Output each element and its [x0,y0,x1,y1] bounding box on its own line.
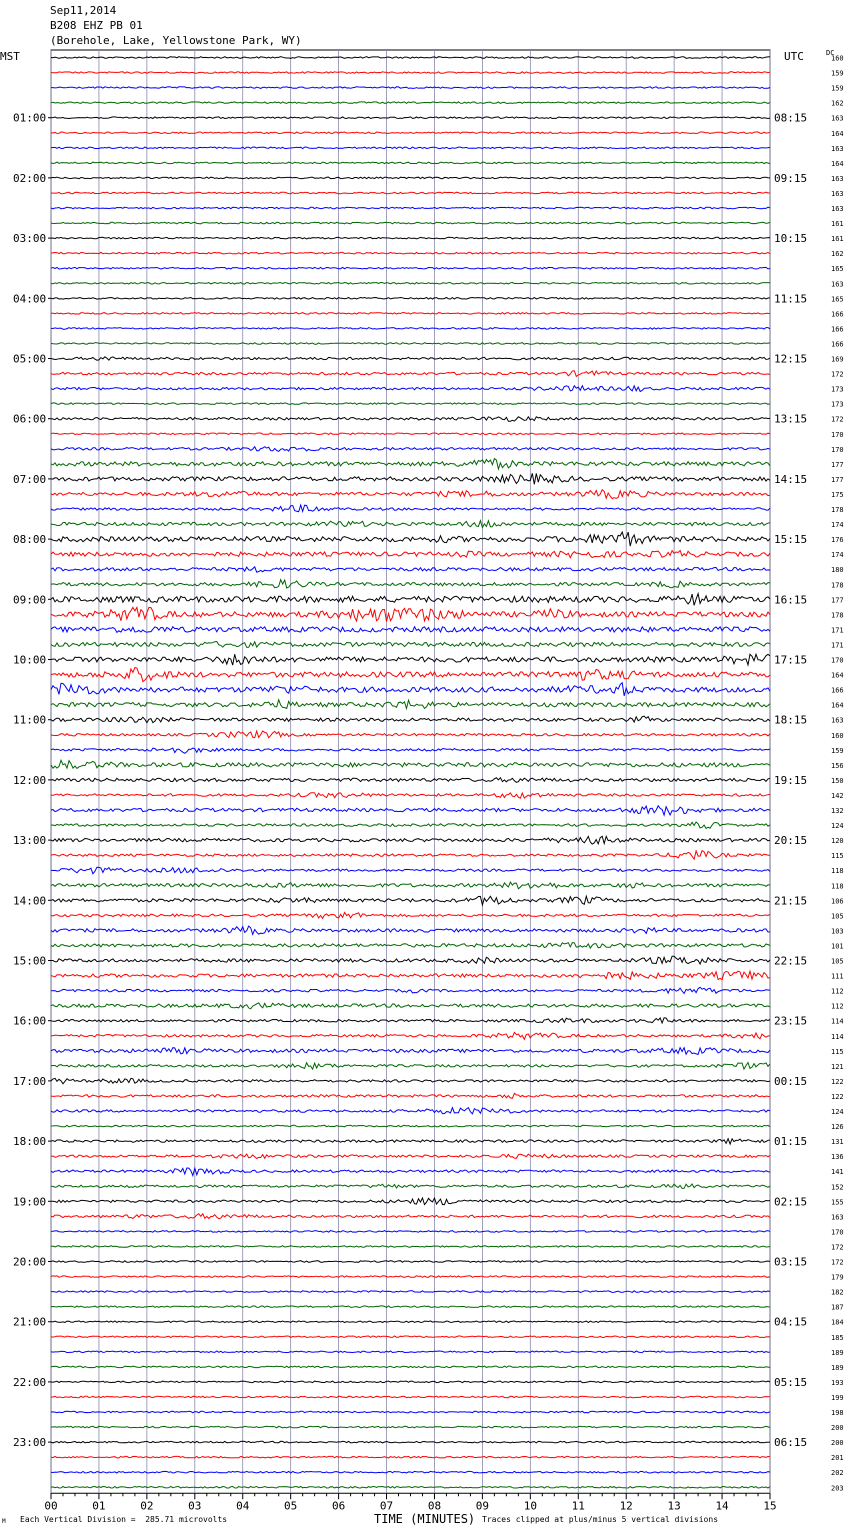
x-tick-label: 11 [571,1499,585,1513]
dc-offset-label: 180 [831,566,844,575]
scale-note: Each Vertical Division = 285.71 microvolts [20,1515,228,1524]
dc-offset-label: 162 [831,250,844,259]
seismic-trace [51,117,770,119]
seismic-trace [51,57,770,59]
mst-hour-label: 19:00 [13,1195,47,1209]
dc-offset-label: 164 [831,671,844,680]
utc-hour-label: 16:15 [774,593,808,607]
dc-offset-label: 171 [831,641,844,650]
dc-offset-label: 114 [831,1032,844,1041]
utc-hour-label: 05:15 [774,1375,808,1389]
seismic-trace [51,1291,770,1293]
seismic-trace [51,1048,770,1055]
seismic-trace [51,822,770,828]
dc-offset-label: 156 [831,761,844,770]
trace-group [51,57,770,1488]
seismic-trace [51,1231,770,1233]
dc-offset-label: 136 [831,1153,844,1162]
seismic-trace [51,1125,770,1127]
seismic-trace [51,283,770,285]
dc-offset-label: 152 [831,1183,844,1192]
seismic-trace [51,192,770,194]
x-tick-label: 13 [667,1499,681,1513]
seismic-trace [51,1471,770,1473]
dc-offset-label: 176 [831,536,844,545]
dc-offset-label: 160 [831,54,844,63]
dc-offset-label: 166 [831,686,844,695]
dc-offset-label: 163 [831,114,844,123]
dc-offset-label: 141 [831,1168,844,1177]
dc-offset-label: 172 [831,1243,844,1252]
dc-offset-label: 173 [831,400,844,409]
dc-offset-label: 187 [831,1303,844,1312]
seismic-trace [51,971,770,980]
dc-offset-label: 178 [831,506,844,514]
dc-offset-label: 200 [831,1439,844,1448]
dc-offset-label: 105 [831,957,844,966]
mst-hour-label: 16:00 [13,1014,47,1028]
mst-hour-label: 21:00 [13,1315,47,1329]
seismic-trace [51,987,770,993]
seismic-trace [51,521,770,528]
seismic-trace [51,72,770,74]
dc-offset-label: 163 [831,189,844,198]
mst-hour-label: 03:00 [13,232,47,246]
seismic-trace [51,313,770,315]
mst-hour-label: 13:00 [13,834,47,848]
dc-offset-label: 202 [831,1469,844,1478]
seismic-trace [51,716,770,723]
seismic-trace [51,567,770,572]
seismic-trace [51,836,770,844]
dc-label: DC [826,49,835,57]
dc-offset-label: 170 [831,656,844,665]
seismic-trace [51,748,770,753]
dc-offset-label: 120 [831,837,844,846]
x-tick-label: 02 [140,1499,154,1513]
dc-offset-label: 175 [831,490,844,499]
dc-offset-label: 111 [831,972,844,981]
dc-offset-label: 184 [831,1318,844,1327]
dc-offset-label: 201 [831,1454,844,1463]
mst-hour-label: 23:00 [13,1436,47,1450]
utc-hour-label: 14:15 [774,472,808,486]
utc-hour-label: 20:15 [774,834,808,848]
seismic-trace [51,386,770,392]
dc-offset-label: 115 [831,1047,844,1056]
seismic-trace [51,447,770,452]
seismic-trace [51,867,770,873]
dc-offset-label: 132 [831,807,844,815]
seismic-trace [51,1487,770,1489]
seismic-trace [51,1396,770,1398]
utc-hour-label: 09:15 [774,171,808,185]
dc-offset-label: 101 [831,942,844,951]
x-tick-label: 14 [715,1499,729,1513]
seismic-trace [51,1351,770,1353]
dc-offset-label: 121 [831,1062,844,1071]
utc-hour-label: 19:15 [774,773,808,787]
dc-offset-label: 164 [831,129,844,138]
x-tick-label: 07 [379,1499,394,1513]
dc-offset-label: 124 [831,822,844,831]
utc-hour-label: 17:15 [774,653,808,667]
dc-offset-label: 166 [831,325,844,334]
dc-offset-label: 189 [831,1348,844,1357]
seismic-trace [51,1093,770,1098]
utc-hour-label: 08:15 [774,111,808,125]
utc-hour-label: 06:15 [774,1436,808,1450]
dc-offset-label: 164 [831,159,844,168]
seismic-trace [51,1411,770,1413]
mst-hour-label: 11:00 [13,713,47,727]
seismic-trace [51,700,770,709]
dc-offset-label: 112 [831,987,844,996]
dc-offset-label: 177 [831,596,844,605]
dc-offset-label: 161 [831,220,844,229]
dc-offset-label: 165 [831,295,844,304]
seismic-trace [51,207,770,209]
x-axis-title: TIME (MINUTES) [374,1512,476,1526]
right-timezone-label: UTC [784,50,804,63]
seismic-trace [51,237,770,239]
seismic-trace [51,668,770,682]
seismic-trace [51,1441,770,1443]
seismic-trace [51,1336,770,1338]
seismic-trace [51,1246,770,1248]
dc-offset-label: 159 [831,746,844,755]
mst-hour-label: 08:00 [13,533,47,547]
mst-hour-label: 04:00 [13,292,47,306]
seismic-trace [51,417,770,422]
dc-offset-label: 124 [831,1108,844,1116]
x-tick-label: 04 [236,1499,250,1513]
mst-hour-label: 12:00 [13,773,47,787]
seismic-trace [51,1198,770,1205]
dc-offset-label: 150 [831,776,844,785]
x-tick-label: 03 [188,1499,202,1513]
corner-mark: M [2,1518,6,1525]
dc-offset-label: 182 [831,1288,844,1297]
dc-offset-label: 172 [831,1258,844,1267]
seismic-trace [51,1261,770,1263]
x-tick-label: 08 [427,1499,442,1513]
dc-offset-label: 118 [831,867,844,876]
seismic-trace [51,607,770,621]
seismic-trace [51,580,770,588]
dc-offset-label: 198 [831,1409,844,1417]
dc-offset-label: 178 [831,611,844,620]
utc-hour-label: 10:15 [774,232,808,246]
seismic-trace [51,943,770,948]
dc-offset-label: 170 [831,1228,844,1237]
seismic-trace [51,1168,770,1176]
seismic-trace [51,1139,770,1144]
dc-offset-label: 112 [831,1002,844,1011]
dc-offset-label: 114 [831,1017,844,1026]
mst-hour-label: 18:00 [13,1135,47,1149]
seismic-trace [51,1321,770,1323]
dc-offset-label: 163 [831,280,844,289]
seismic-trace [51,778,770,783]
seismic-trace [51,912,770,918]
utc-hour-label: 13:15 [774,412,808,426]
mst-hour-label: 10:00 [13,653,47,667]
seismic-trace [51,328,770,330]
mst-hour-label: 14:00 [13,894,47,908]
x-tick-label: 01 [92,1499,106,1513]
dc-offset-label: 163 [831,144,844,153]
seismic-trace [51,473,770,484]
mst-hour-label: 02:00 [13,171,47,185]
dc-offset-label: 189 [831,1363,844,1372]
utc-hour-label: 22:15 [774,954,808,968]
seismic-trace [51,793,770,799]
seismic-trace [51,1276,770,1278]
seismic-trace [51,1426,770,1428]
dc-offset-label: 126 [831,1123,844,1132]
dc-offset-label: 166 [831,340,844,349]
utc-hour-label: 12:15 [774,352,808,366]
x-tick-label: 06 [331,1499,346,1513]
utc-hour-label: 18:15 [774,713,808,727]
dc-offset-label: 166 [831,310,844,319]
seismic-trace [51,1063,770,1070]
mst-hour-label: 07:00 [13,472,47,486]
seismic-trace [51,926,770,934]
seismic-trace [51,956,770,964]
dc-offset-label: 193 [831,1378,844,1387]
header-location: (Borehole, Lake, Yellowstone Park, WY) [50,34,302,47]
seismic-trace [51,1032,770,1039]
seismic-trace [51,760,770,768]
dc-offset-label: 106 [831,897,844,906]
dc-offset-label: 165 [831,265,844,274]
mst-hour-label: 06:00 [13,412,47,426]
seismic-trace [51,1366,770,1368]
dc-offset-label: 163 [831,1213,844,1222]
dc-offset-label: 172 [831,370,844,379]
dc-offset-label: 155 [831,1198,844,1207]
seismic-trace [51,298,770,300]
dc-offset-label: 162 [831,99,844,108]
seismic-trace [51,267,770,269]
seismic-trace [51,252,770,254]
dc-offset-label: 163 [831,205,844,213]
dc-offset-label: 170 [831,445,844,454]
seismic-trace [51,1003,770,1009]
utc-hour-label: 15:15 [774,533,808,547]
seismic-trace [51,851,770,860]
dc-offset-label: 199 [831,1393,844,1402]
dc-offset-label: 174 [831,551,844,560]
x-tick-label: 12 [619,1499,633,1513]
dc-offset-label: 163 [831,716,844,725]
seismic-trace [51,896,770,905]
seismic-trace [51,357,770,360]
dc-offset-label: 131 [831,1138,844,1147]
utc-hour-label: 00:15 [774,1074,808,1088]
dc-offset-label: 169 [831,355,844,364]
dc-offset-label: 171 [831,626,844,635]
seismic-trace [51,147,770,149]
dc-offset-label: 115 [831,852,844,861]
seismic-trace [51,1154,770,1159]
seismic-trace [51,403,770,405]
x-tick-label: 15 [763,1499,777,1513]
x-tick-label: 05 [284,1499,298,1513]
dc-offset-label: 203 [831,1484,844,1493]
seismic-trace [51,1381,770,1383]
seismic-trace [51,1214,770,1219]
dc-offset-label: 142 [831,791,844,800]
seismic-trace [51,654,770,665]
seismic-trace [51,102,770,104]
dc-offset-label: 159 [831,69,844,78]
seismic-trace [51,1306,770,1308]
seismic-trace [51,1184,770,1188]
dc-offset-label: 177 [831,475,844,484]
mst-hour-label: 09:00 [13,593,47,607]
seismic-trace [51,642,770,648]
seismic-trace [51,162,770,164]
seismic-trace [51,177,770,179]
mst-hour-label: 05:00 [13,352,47,366]
dc-offset-label: 178 [831,581,844,590]
dc-offset-label: 160 [831,731,844,740]
x-tick-label: 10 [523,1499,537,1513]
seismic-trace [51,1108,770,1114]
clip-note: Traces clipped at plus/minus 5 vertical divisions [482,1515,719,1524]
mst-hour-label: 20:00 [13,1255,47,1269]
mst-hour-label: 15:00 [13,954,47,968]
seismic-trace [51,132,770,134]
mst-hour-label: 17:00 [13,1074,47,1088]
seismic-trace [51,627,770,633]
seismic-trace [51,532,770,546]
seismic-trace [51,87,770,89]
dc-offset-label: 159 [831,84,844,93]
dc-offset-label: 173 [831,385,844,394]
dc-offset-label: 185 [831,1333,844,1342]
utc-hour-label: 23:15 [774,1014,808,1028]
dc-offset-label: 163 [831,174,844,183]
dc-offset-label: 103 [831,927,844,936]
seismic-trace [51,731,770,738]
dc-offset-label: 122 [831,1092,844,1101]
dc-offset-label: 164 [831,701,844,710]
seismic-trace [51,806,770,815]
utc-hour-label: 02:15 [774,1195,808,1209]
dc-offset-label: 170 [831,430,844,439]
seismic-trace [51,222,770,224]
label-group [13,55,844,1513]
dc-offset-label: 174 [831,521,844,530]
dc-offset-label: 161 [831,235,844,244]
utc-hour-label: 21:15 [774,894,808,908]
seismic-trace [51,490,770,499]
left-timezone-label: MST [0,50,20,63]
seismic-trace [51,551,770,558]
mst-hour-label: 22:00 [13,1375,47,1389]
utc-hour-label: 01:15 [774,1135,808,1149]
dc-offset-label: 177 [831,460,844,469]
seismic-trace [51,594,770,606]
seismic-trace [51,433,770,435]
utc-hour-label: 04:15 [774,1315,808,1329]
seismic-trace [51,1018,770,1023]
utc-hour-label: 11:15 [774,292,808,306]
x-tick-label: 09 [475,1499,490,1513]
x-tick-label: 00 [44,1499,58,1513]
dc-offset-label: 105 [831,912,844,921]
seismic-trace [51,1456,770,1458]
utc-hour-label: 03:15 [774,1255,808,1269]
dc-offset-label: 200 [831,1424,844,1433]
mst-hour-label: 01:00 [13,111,47,125]
dc-offset-label: 122 [831,1077,844,1086]
header-date: Sep11,2014 [50,4,117,17]
seismic-trace [51,343,770,345]
seismic-trace [51,882,770,889]
dc-offset-label: 179 [831,1273,844,1282]
seismic-trace [51,683,770,696]
seismic-trace [51,459,770,469]
seismic-trace [51,371,770,377]
seismic-trace [51,1078,770,1084]
dc-offset-label: 172 [831,415,844,424]
header-station: B208 EHZ PB 01 [50,19,143,32]
dc-offset-label: 118 [831,882,844,891]
seismic-trace [51,505,770,512]
